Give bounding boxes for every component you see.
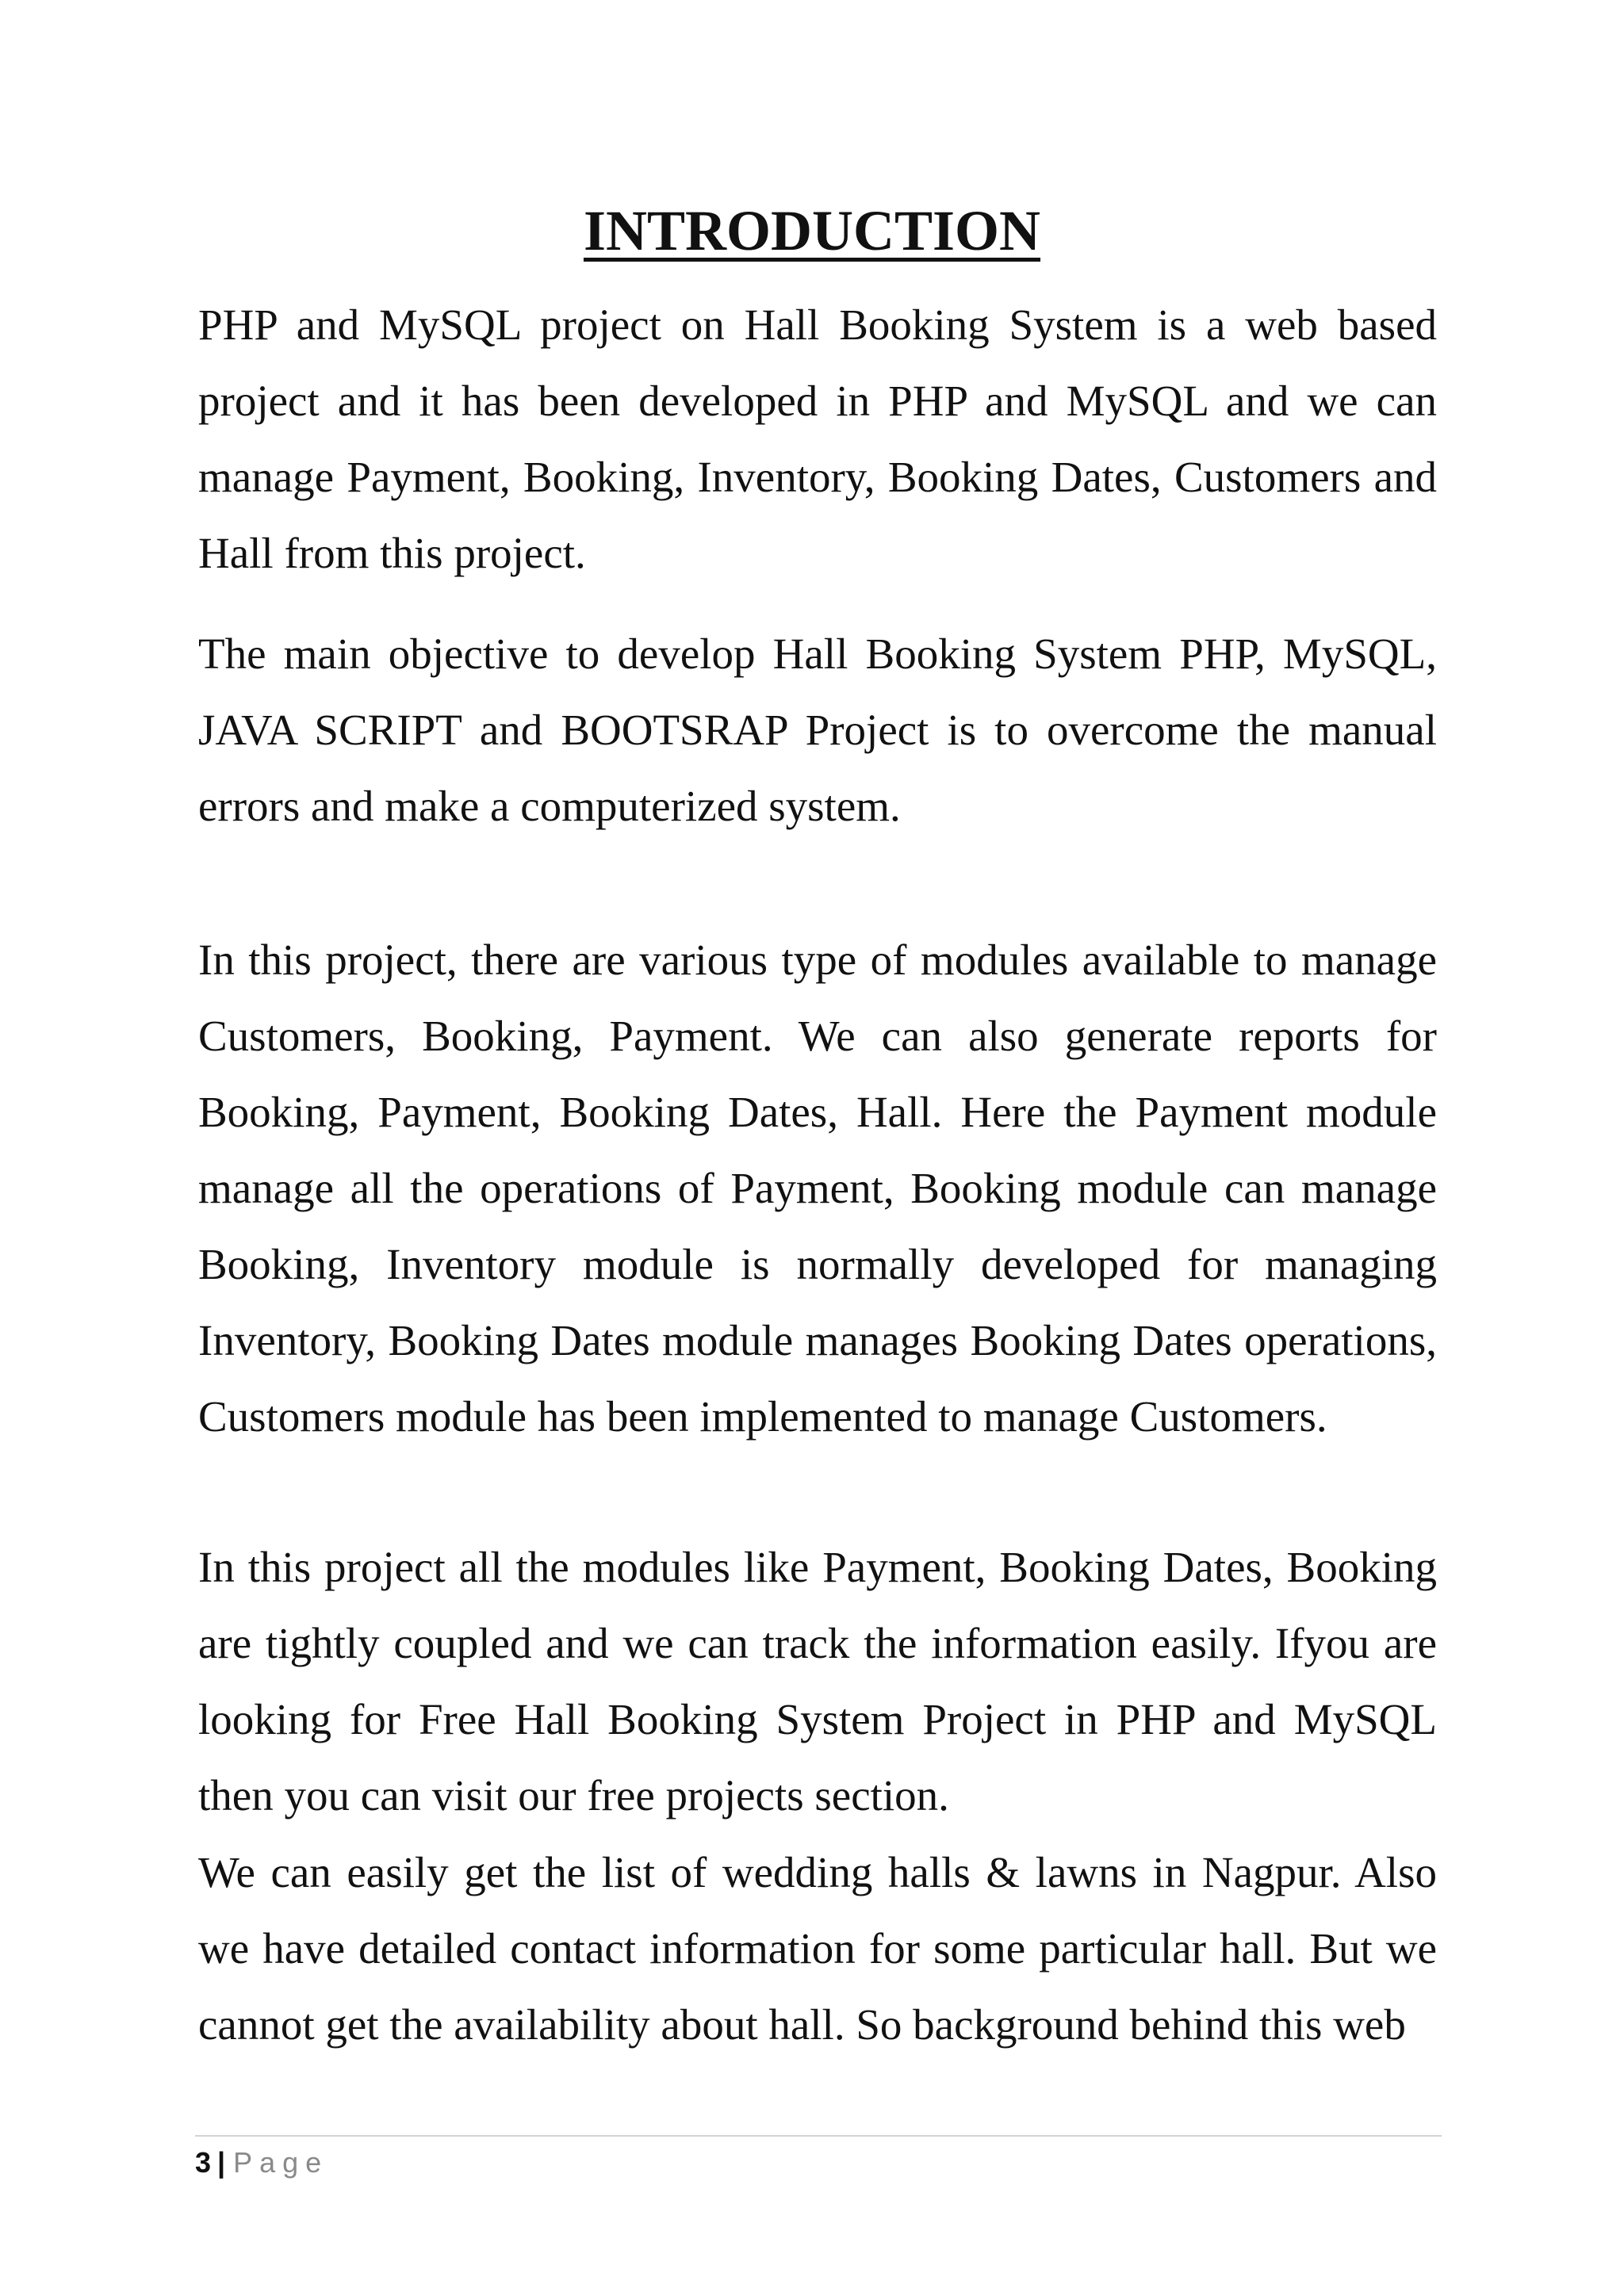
paragraph-overview: PHP and MySQL project on Hall Booking System is a web based project and it has been developed in PHP and MySQL and we can manage Payment, Booking, Inventory, Booking Dates, Customers and Hall from this project. <box>198 300 1437 577</box>
paragraph-objective: The main objective to develop Hall Booking System PHP, MySQL, JAVA SCRIPT and BOOTSRAP Project is to overcome the manual errors and make a computerized system. <box>198 629 1437 830</box>
paragraph-coupling: In this project all the modules like Payment, Booking Dates, Booking are tightly coupled and we can track the information easily. Ifyou are looking for Free Hall Booking System Project in PHP and MySQL then you can visit our free projects section. <box>198 1543 1437 1820</box>
paragraph-modules: In this project, there are various type of modules available to manage Customers, Booking, Payment. We can also generate reports for Booking, Payment, Booking Dates, Hall. Here the Payment module manage all the operations of Payment, Booking module can manage Booking, Inventory module is normally developed for managing Inventory, Booking Dates module manages Booking Dates operations, Customers module has been implemented to manage Customers. <box>198 936 1437 1441</box>
title-text: INTRODUCTION <box>583 199 1041 262</box>
page-label: Page <box>233 2146 329 2179</box>
paragraph-background: We can easily get the list of wedding halls & lawns in Nagpur. Also we have detailed contact information for some particular hall. But we cannot get the availability about hall. So background behind this web <box>198 1848 1437 2049</box>
page-footer <box>195 2145 328 2181</box>
page-title <box>0 195 1624 266</box>
page-number: 3 <box>195 2146 212 2179</box>
footer-separator: | <box>217 2146 226 2179</box>
footer-divider <box>195 2135 1442 2137</box>
